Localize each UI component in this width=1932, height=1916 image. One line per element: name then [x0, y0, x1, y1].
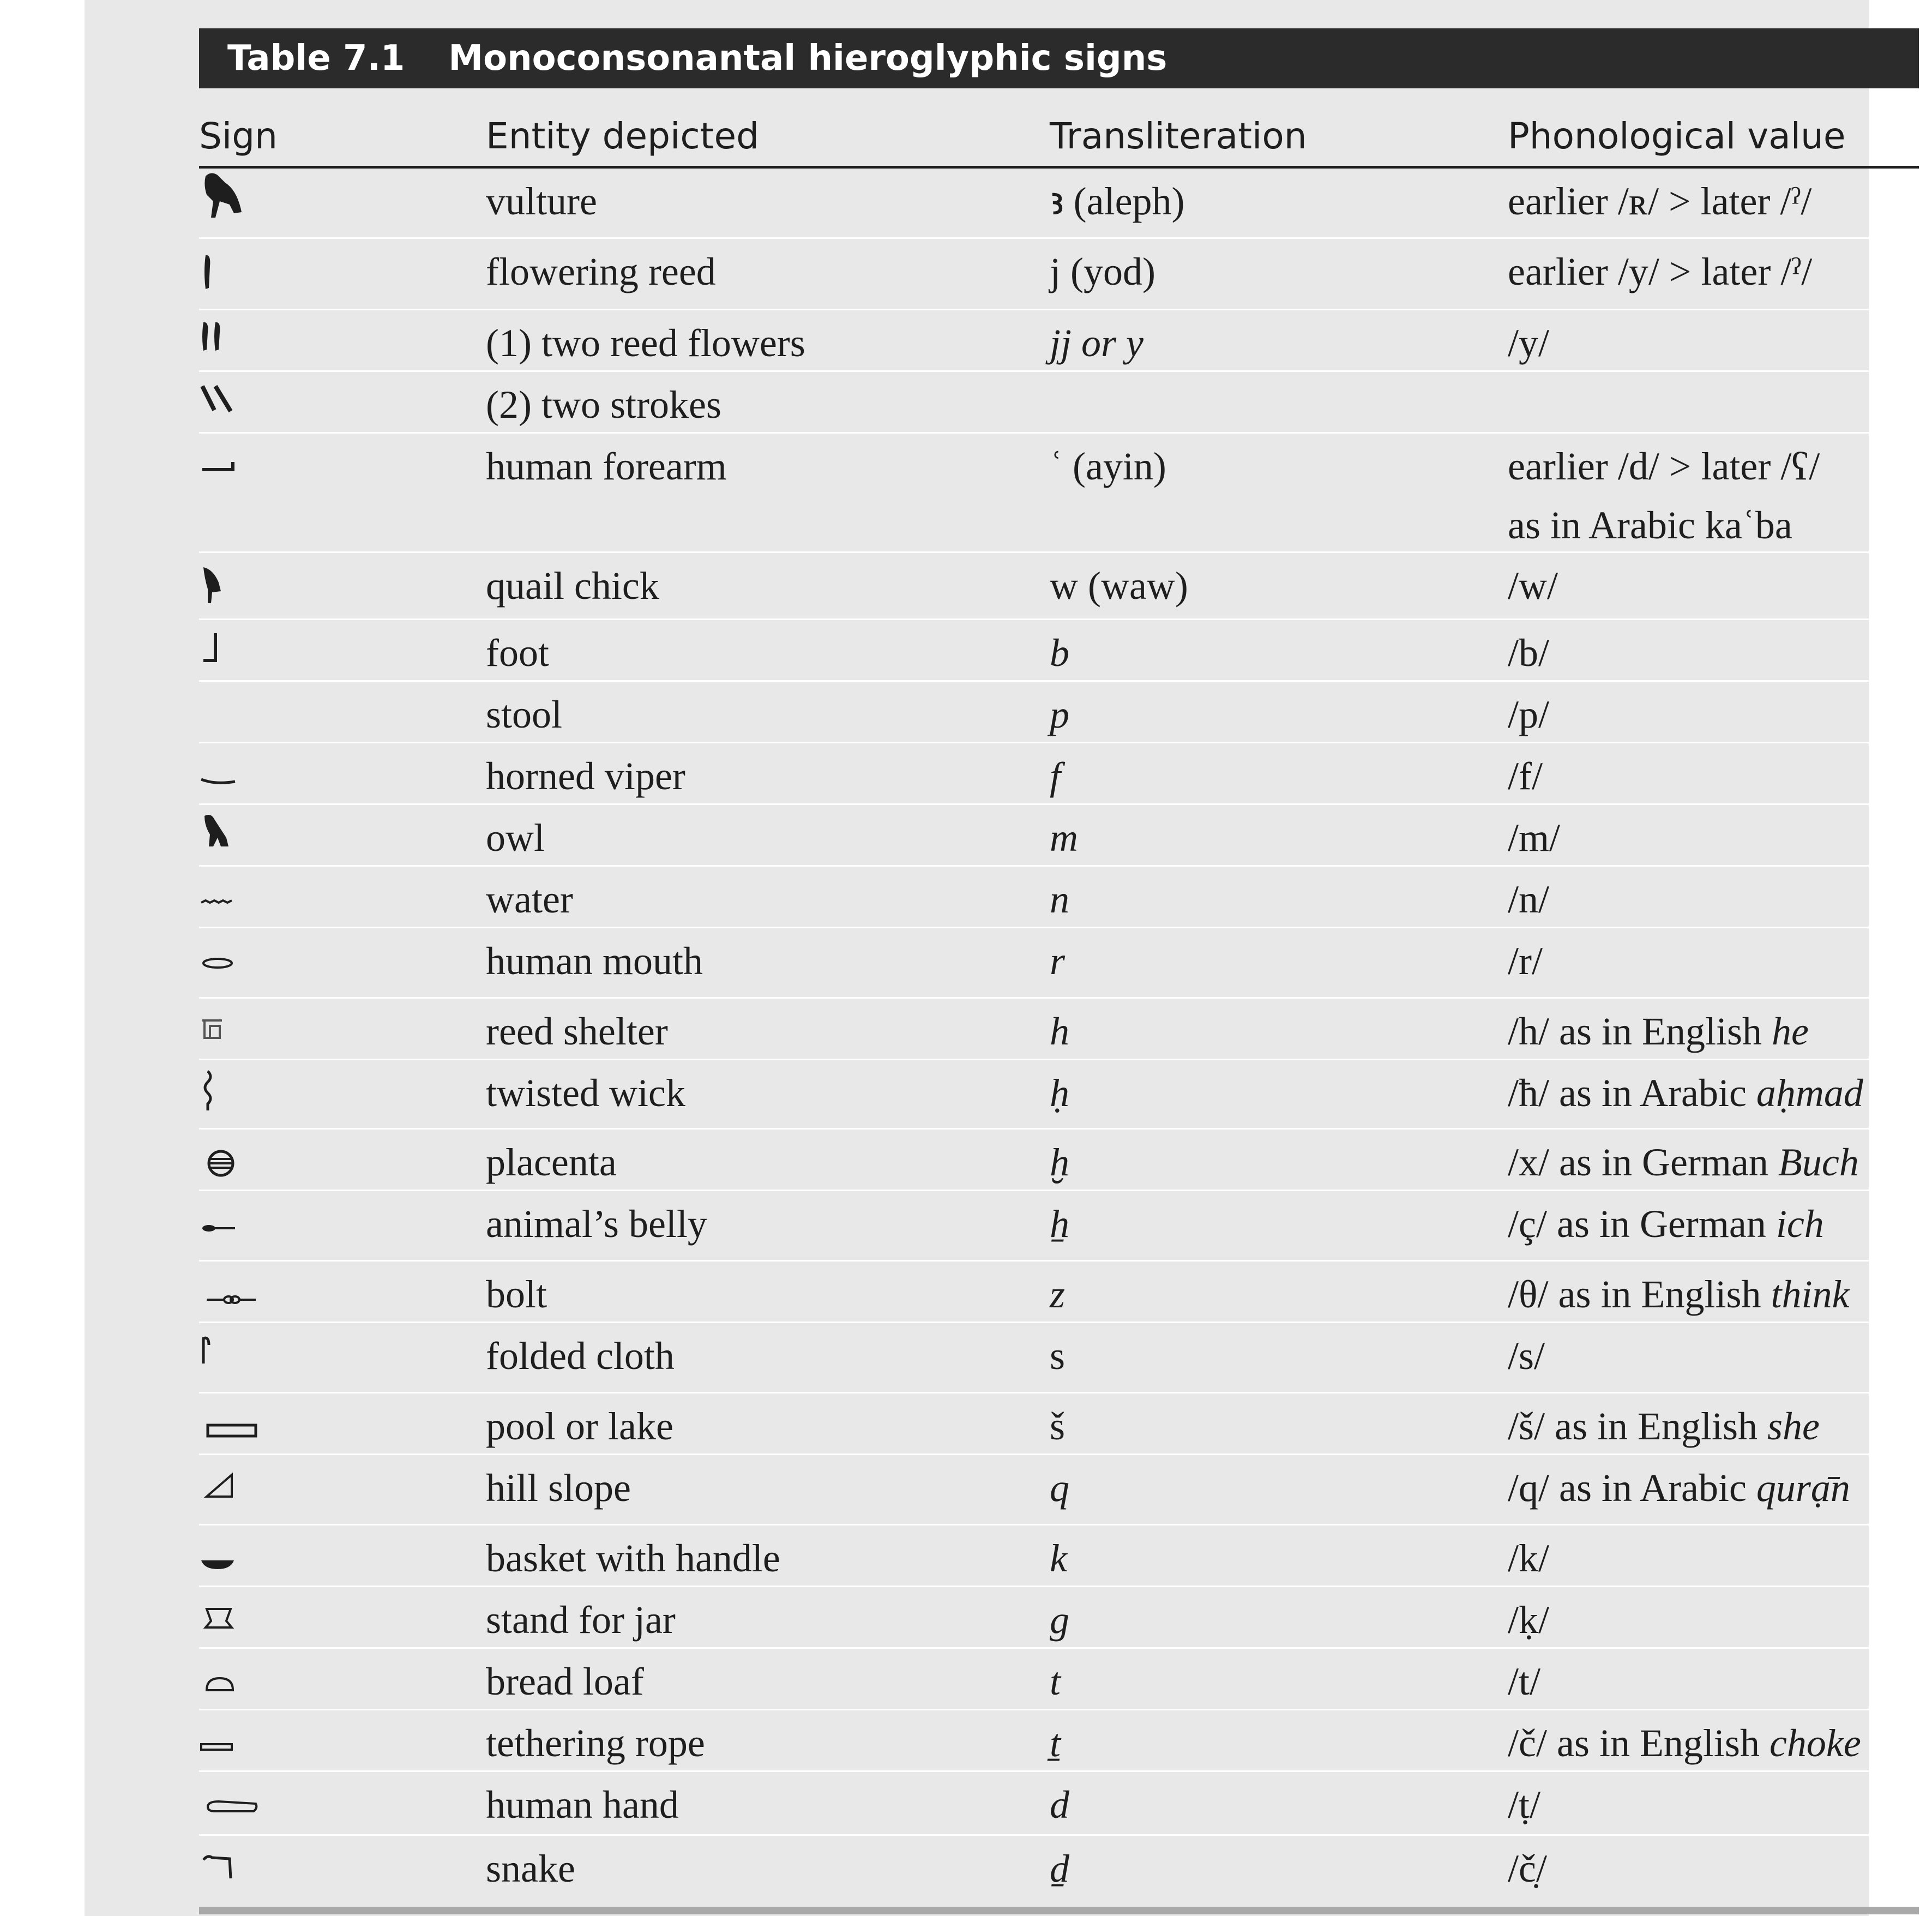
table-row	[199, 1394, 1919, 1455]
table-row	[199, 1323, 1919, 1394]
animal-belly-glyph-icon	[199, 1191, 281, 1246]
entity-cell: tethering rope	[486, 1721, 705, 1765]
phonological-cell: /č/ as in English choke	[1508, 1721, 1861, 1765]
table-row	[199, 310, 1919, 372]
water-glyph-icon	[199, 867, 281, 921]
phonological-cell: earlier /ʀ/ > later /ˀ/	[1508, 179, 1812, 223]
hill-slope-glyph-icon	[199, 1455, 281, 1510]
table-row	[199, 620, 1919, 682]
phonological-cell: /w/	[1508, 564, 1558, 608]
phonological-cell: /ṭ/	[1508, 1783, 1541, 1827]
table-title-bar	[199, 28, 1919, 88]
entity-cell: owl	[486, 816, 545, 860]
table-title: Monoconsonantal hieroglyphic signs	[448, 38, 1167, 79]
transliteration-cell: ḏ	[1050, 1847, 1069, 1890]
table-row	[199, 169, 1919, 239]
table-row	[199, 553, 1919, 620]
placenta-glyph-icon	[199, 1130, 281, 1184]
transliteration-cell: ẖ	[1050, 1202, 1069, 1246]
table-row	[199, 434, 1919, 553]
phonological-cell: /b/	[1508, 631, 1550, 675]
phonological-cell: /x/ as in German Buch	[1508, 1140, 1859, 1184]
entity-cell: hill slope	[486, 1466, 631, 1510]
transliteration-cell: z	[1050, 1272, 1066, 1316]
phonological-cell: /ħ/ as in Arabic aḥmad	[1508, 1071, 1863, 1115]
hand-glyph-icon	[199, 1772, 281, 1827]
entity-cell: flowering reed	[486, 250, 716, 293]
entity-cell: basket with handle	[486, 1536, 780, 1580]
phonological-cell: /č̣/	[1508, 1847, 1547, 1890]
jar-stand-glyph-icon	[199, 1587, 281, 1642]
phonological-cell: /q/ as in Arabic qurạ̄n	[1508, 1466, 1850, 1510]
entity-cell: horned viper	[486, 754, 685, 798]
mouth-glyph-icon	[199, 928, 281, 983]
transliteration-cell: d	[1050, 1783, 1069, 1827]
table-row	[199, 999, 1919, 1060]
transliteration-cell: ḫ	[1050, 1140, 1069, 1184]
phonological-cell: /ḳ/	[1508, 1598, 1550, 1642]
table-row	[199, 928, 1919, 999]
table-row	[199, 1772, 1919, 1836]
phonological-cell: /p/	[1508, 693, 1550, 736]
phonological-cell: /r/	[1508, 939, 1543, 983]
entity-cell: bolt	[486, 1272, 547, 1316]
forearm-glyph-icon	[199, 434, 281, 488]
phonological-cell-line2: as in Arabic kaʿba	[1508, 503, 1792, 547]
column-header-sign: Sign	[199, 115, 278, 157]
transliteration-cell: w (waw)	[1050, 564, 1188, 608]
transliteration-cell: h	[1050, 1010, 1069, 1053]
transliteration-cell: p	[1050, 693, 1069, 736]
entity-cell: pool or lake	[486, 1404, 673, 1448]
entity-cell: human hand	[486, 1783, 679, 1827]
phonological-cell: earlier /y/ > later /ˀ/	[1508, 250, 1813, 293]
hieroglyph-table	[199, 28, 1919, 1914]
transliteration-cell: q	[1050, 1466, 1069, 1510]
flowering-reed-glyph-icon	[199, 239, 281, 299]
transliteration-cell: m	[1050, 816, 1078, 860]
transliteration-cell: t	[1050, 1660, 1061, 1703]
table-number: Table 7.1	[227, 38, 405, 79]
phonological-cell: /θ/ as in English think	[1508, 1272, 1850, 1316]
transliteration-cell: r	[1050, 939, 1066, 983]
table-row	[199, 805, 1919, 867]
table-row	[199, 1836, 1919, 1907]
entity-cell: snake	[486, 1847, 575, 1890]
phonological-cell: /h/ as in English he	[1508, 1010, 1809, 1053]
column-header-phonological: Phonological value	[1508, 115, 1846, 157]
entity-cell: folded cloth	[486, 1334, 675, 1378]
entity-cell: (2) two strokes	[486, 383, 721, 427]
entity-cell: animal’s belly	[486, 1202, 707, 1246]
entity-cell: vulture	[486, 179, 597, 223]
book-page	[85, 0, 1869, 1916]
phonological-cell: /m/	[1508, 816, 1561, 860]
bread-loaf-glyph-icon	[199, 1649, 281, 1703]
table-bottom-rule	[199, 1907, 1919, 1914]
transliteration-cell: š	[1050, 1404, 1066, 1448]
entity-cell: foot	[486, 631, 549, 675]
basket-glyph-icon	[199, 1525, 281, 1580]
table-row	[199, 1191, 1919, 1262]
pool-glyph-icon	[199, 1394, 281, 1448]
entity-cell: quail chick	[486, 564, 659, 608]
reed-shelter-glyph-icon	[199, 999, 281, 1053]
entity-cell: twisted wick	[486, 1071, 685, 1115]
owl-glyph-icon	[199, 805, 281, 860]
tethering-rope-glyph-icon	[199, 1710, 281, 1765]
table-row	[199, 1710, 1919, 1772]
entity-cell: placenta	[486, 1140, 617, 1184]
transliteration-cell: ꜣ (aleph)	[1050, 179, 1185, 223]
phonological-cell: earlier /d/ > later /ʕ/	[1508, 445, 1820, 488]
entity-cell: stand for jar	[486, 1598, 676, 1642]
phonological-cell: /s/	[1508, 1334, 1545, 1378]
entity-cell: reed shelter	[486, 1010, 668, 1053]
folded-cloth-glyph-icon	[199, 1323, 281, 1378]
transliteration-cell: b	[1050, 631, 1069, 675]
table-row	[199, 1587, 1919, 1649]
horned-viper-glyph-icon	[199, 743, 281, 798]
transliteration-cell: j (yod)	[1050, 250, 1155, 293]
table-row	[199, 1649, 1919, 1710]
table-row	[199, 1262, 1919, 1323]
snake-glyph-icon	[199, 1836, 281, 1890]
table-row	[199, 743, 1919, 805]
bolt-glyph-icon	[199, 1262, 281, 1316]
foot-glyph-icon	[199, 620, 281, 675]
table-row	[199, 1455, 1919, 1525]
twisted-wick-glyph-icon	[199, 1060, 281, 1120]
entity-cell: (1) two reed flowers	[486, 321, 805, 365]
transliteration-cell: k	[1050, 1536, 1067, 1580]
table-row	[199, 1060, 1919, 1130]
entity-cell: bread loaf	[486, 1660, 644, 1703]
transliteration-cell: ḥ	[1050, 1071, 1069, 1115]
column-header-entity: Entity depicted	[486, 115, 760, 157]
quail-chick-glyph-icon	[199, 553, 281, 613]
phonological-cell: /n/	[1508, 878, 1550, 921]
transliteration-cell: f	[1050, 754, 1061, 798]
transliteration-cell: n	[1050, 878, 1069, 921]
phonological-cell: /k/	[1508, 1536, 1550, 1580]
transliteration-cell: g	[1050, 1598, 1069, 1642]
phonological-cell: /t/	[1508, 1660, 1541, 1703]
transliteration-cell: s	[1050, 1334, 1066, 1378]
table-row	[199, 682, 1919, 743]
phonological-cell: /š/ as in English she	[1508, 1404, 1820, 1448]
column-header-transliteration: Transliteration	[1050, 115, 1307, 157]
entity-cell: stool	[486, 693, 563, 736]
table-header	[199, 88, 1919, 169]
table-row	[199, 372, 1919, 434]
phonological-cell: /f/	[1508, 754, 1543, 798]
vulture-glyph-icon	[199, 169, 281, 223]
entity-cell: water	[486, 878, 573, 921]
transliteration-cell: ṯ	[1050, 1721, 1061, 1765]
transliteration-cell: jj or y	[1050, 321, 1143, 365]
table-row	[199, 1525, 1919, 1587]
two-reed-flowers-glyph-icon	[199, 310, 281, 365]
phonological-cell: /y/	[1508, 321, 1550, 365]
transliteration-cell: ʿ (ayin)	[1050, 445, 1166, 488]
phonological-cell: /ç/ as in German ich	[1508, 1202, 1824, 1246]
table-row	[199, 239, 1919, 310]
table-row	[199, 867, 1919, 928]
entity-cell: human mouth	[486, 939, 703, 983]
entity-cell: human forearm	[486, 445, 727, 488]
two-strokes-glyph-icon	[199, 372, 281, 427]
table-row	[199, 1130, 1919, 1191]
